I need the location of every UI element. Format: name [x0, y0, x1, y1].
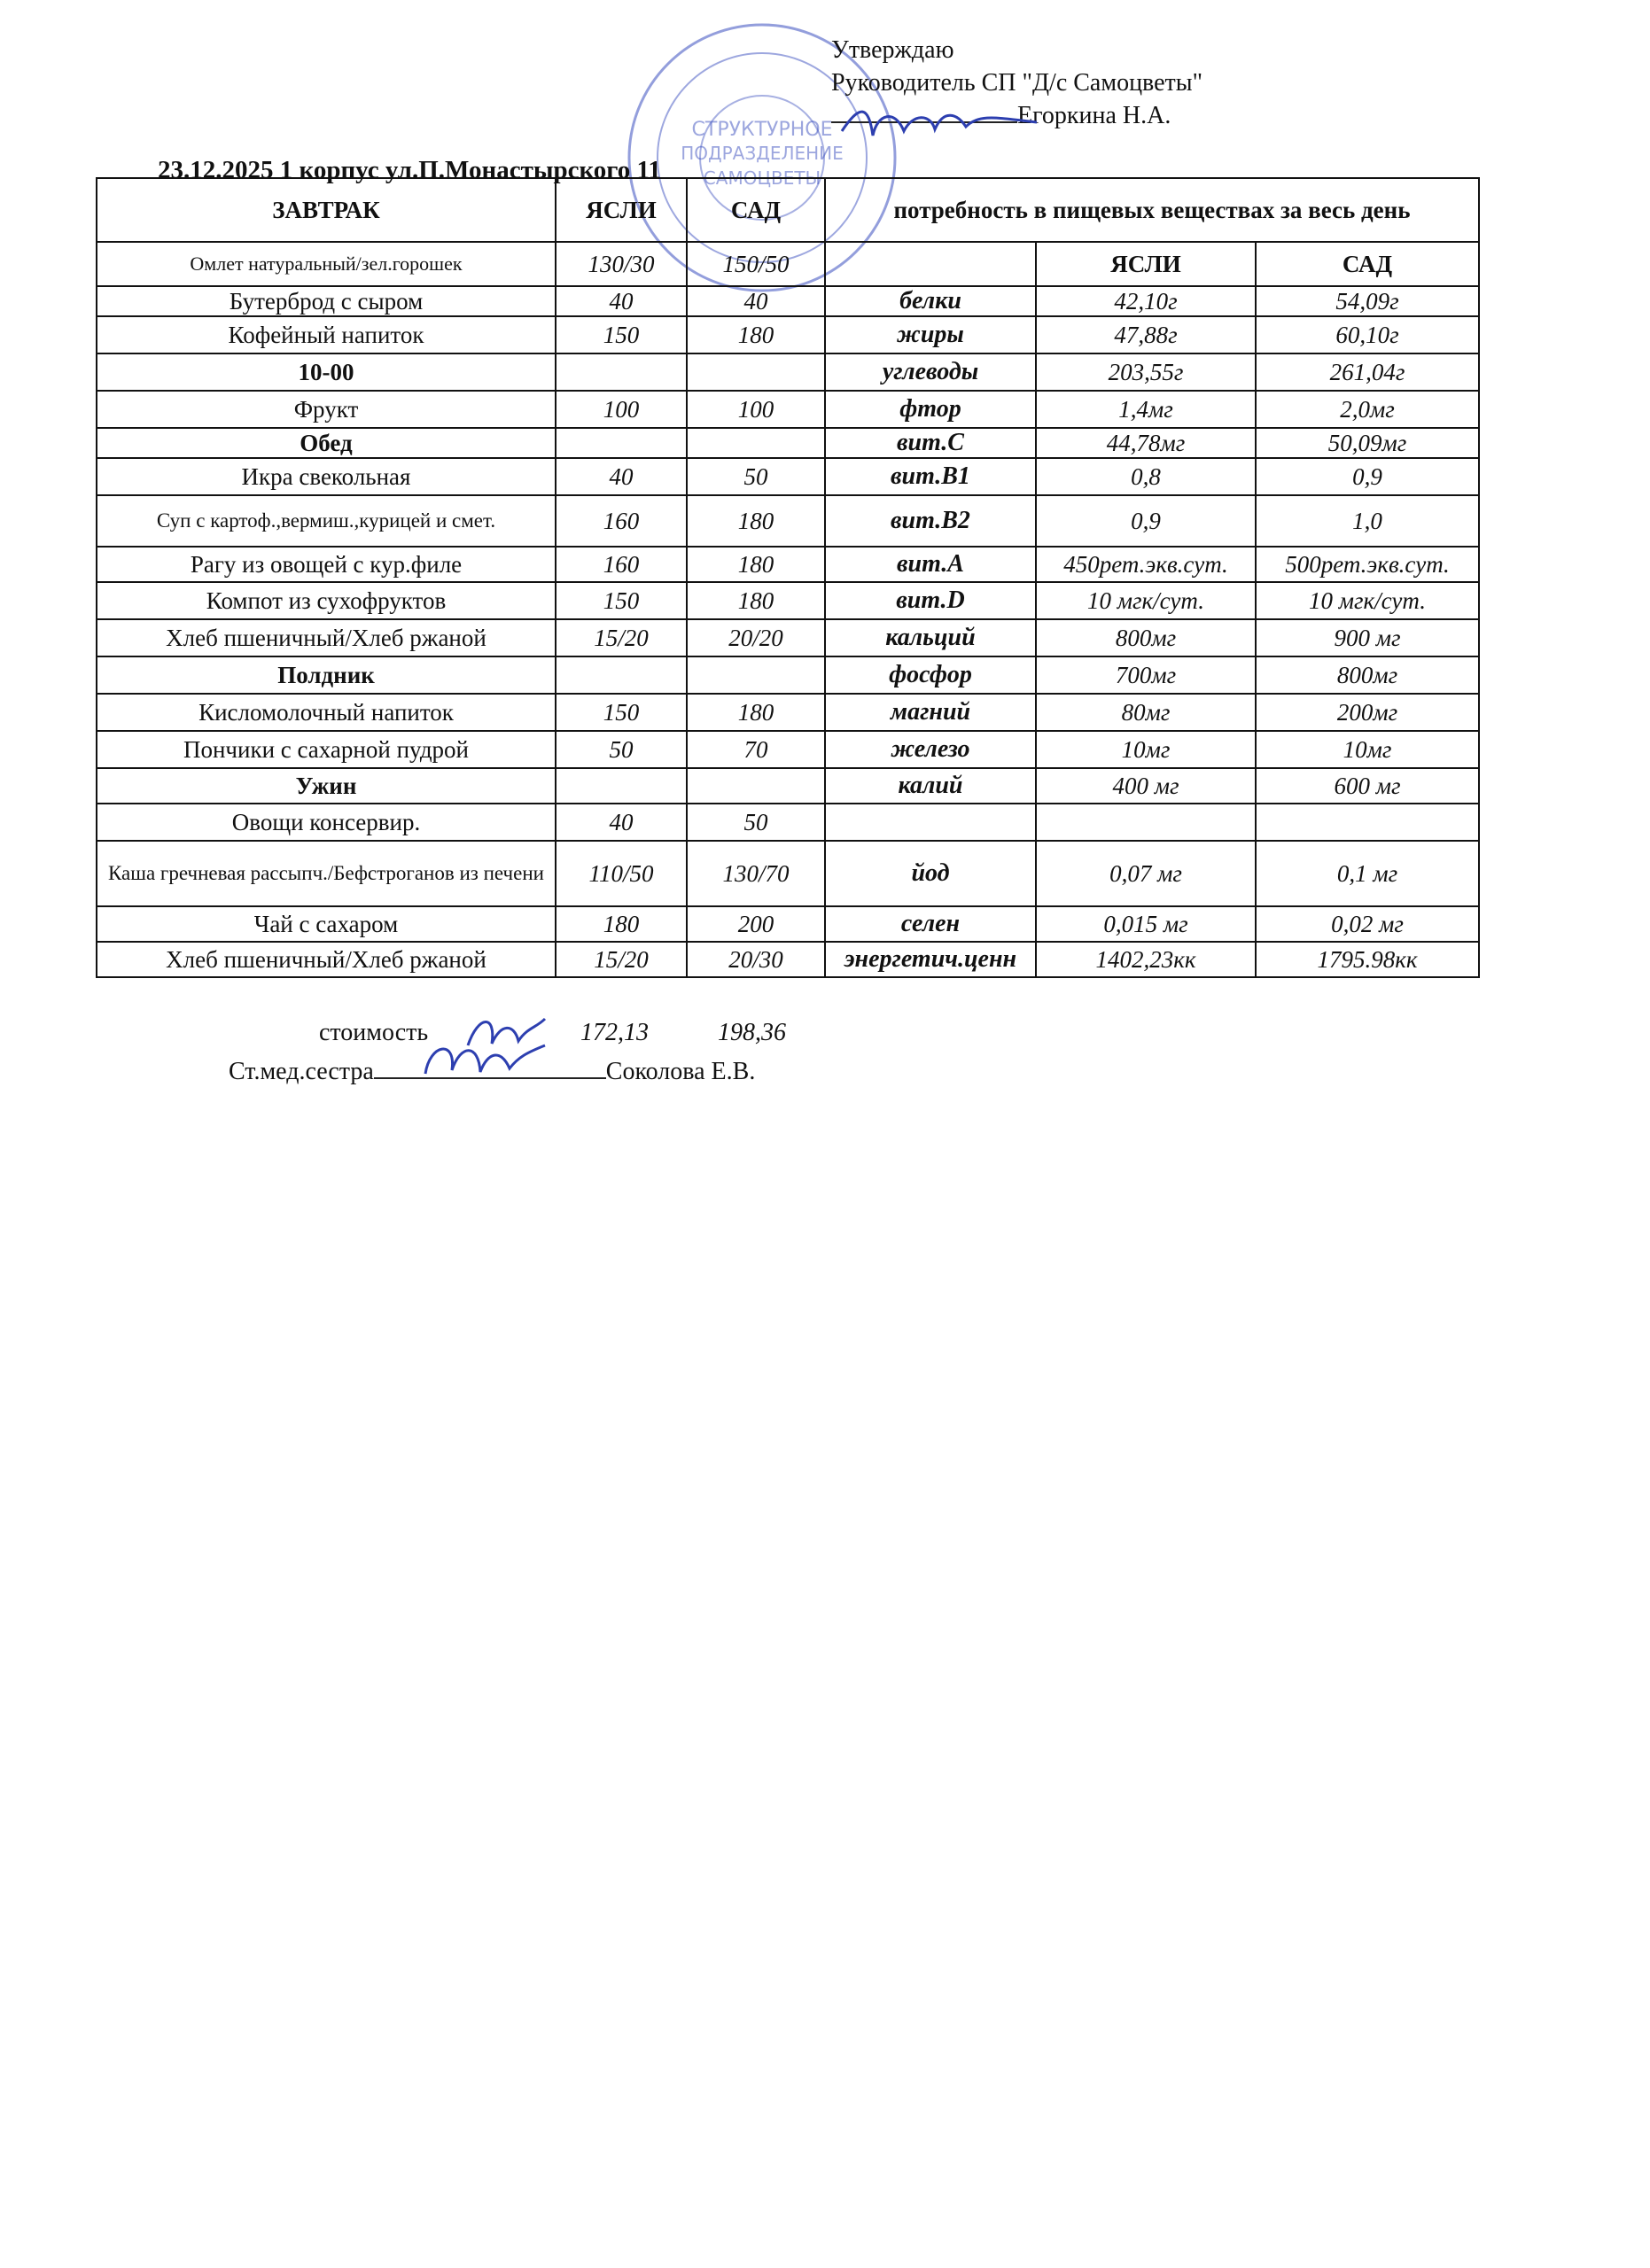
cell-nutrient-sad: 800мг — [1256, 656, 1479, 694]
cell-sad-portion: 70 — [687, 731, 825, 768]
cell-nutrient-yasli: 1402,23кк — [1036, 942, 1256, 977]
cell-dish: Чай с сахаром — [97, 906, 556, 942]
table-row — [97, 547, 1479, 582]
cell-nutrient-sad: 200мг — [1256, 694, 1479, 731]
cell-nutrient-sad: 1795.98кк — [1256, 942, 1479, 977]
cell-nutrient-yasli: 0,015 мг — [1036, 906, 1256, 942]
cell-nutrient-yasli: 0,07 мг — [1036, 841, 1256, 906]
director-name: Егоркина Н.А. — [1017, 102, 1171, 129]
cell-nutrient-yasli: 400 мг — [1036, 768, 1256, 804]
cell-sad-portion — [687, 353, 825, 391]
cell-nutrient-sad: 261,04г — [1256, 353, 1479, 391]
cell-yasli-portion — [556, 768, 687, 804]
menu-heading: 23.12.2025 1 корпус ул.П.Монастырского 11 — [158, 156, 661, 184]
cell-nutrient: селен — [825, 906, 1036, 942]
cell-nutrient: кальций — [825, 619, 1036, 656]
cost-sad: 198,36 — [718, 1019, 786, 1046]
cell-dish: Рагу из овощей с кур.филе — [97, 547, 556, 582]
cell-yasli-portion: 180 — [556, 906, 687, 942]
table-row — [97, 731, 1479, 768]
cell-yasli-portion: 160 — [556, 495, 687, 547]
cell-nutrient: вит.А — [825, 547, 1036, 582]
nurse-label: Ст.мед.сестра — [229, 1058, 374, 1085]
cell-yasli-portion — [556, 656, 687, 694]
cell-nutrient: йод — [825, 841, 1036, 906]
cell-nutrient-yasli: 450рет.экв.сут. — [1036, 547, 1256, 582]
approval-line-1: Утверждаю — [831, 36, 954, 64]
cell-dish: Каша гречневая рассыпч./Бефстроганов из печени — [97, 841, 556, 906]
cell-sad-portion: 50 — [687, 458, 825, 495]
cell-nutrient: фтор — [825, 391, 1036, 428]
subheader-sad-col: САД — [1256, 242, 1479, 286]
cell-yasli-portion: 40 — [556, 286, 687, 316]
cell-nutrient-yasli: 1,4мг — [1036, 391, 1256, 428]
menu-table — [96, 177, 1480, 978]
table-row — [97, 316, 1479, 353]
table-row — [97, 428, 1479, 458]
cell-sad-portion: 50 — [687, 804, 825, 841]
table-subheader-row — [97, 242, 1479, 286]
cell-dish: Бутерброд с сыром — [97, 286, 556, 316]
cell-sad-portion: 200 — [687, 906, 825, 942]
cell-sad-portion: 180 — [687, 495, 825, 547]
cell-nutrient: вит.С — [825, 428, 1036, 458]
cell-yasli-portion: 150 — [556, 316, 687, 353]
cell-sad-portion — [687, 768, 825, 804]
cell-sad-portion: 20/30 — [687, 942, 825, 977]
table-header-row — [97, 178, 1479, 242]
cell-sad-portion: 180 — [687, 582, 825, 619]
approval-line-2: Руководитель СП "Д/с Самоцветы" — [831, 69, 1203, 97]
cell-nutrient-sad: 2,0мг — [1256, 391, 1479, 428]
cell-nutrient-sad: 54,09г — [1256, 286, 1479, 316]
table-row — [97, 286, 1479, 316]
cell-nutrient: магний — [825, 694, 1036, 731]
nurse-signature-icon — [416, 1035, 549, 1083]
subheader-dish: Омлет натуральный/зел.горошек — [97, 242, 556, 286]
cell-nutrient: железо — [825, 731, 1036, 768]
svg-text:ПОДРАЗДЕЛЕНИЕ: ПОДРАЗДЕЛЕНИЕ — [681, 143, 844, 164]
cell-nutrient: вит.D — [825, 582, 1036, 619]
cell-dish: Пончики с сахарной пудрой — [97, 731, 556, 768]
header-needs: потребность в пищевых веществах за весь день — [825, 178, 1479, 242]
cell-nutrient-sad: 0,02 мг — [1256, 906, 1479, 942]
cell-sad-portion: 40 — [687, 286, 825, 316]
cell-nutrient-yasli — [1036, 804, 1256, 841]
cell-nutrient: вит.В1 — [825, 458, 1036, 495]
cell-nutrient-yasli: 10 мгк/сут. — [1036, 582, 1256, 619]
table-row — [97, 582, 1479, 619]
cell-sad-portion — [687, 656, 825, 694]
svg-text:СТРУКТУРНОЕ: СТРУКТУРНОЕ — [691, 119, 833, 141]
subheader-empty — [825, 242, 1036, 286]
cell-dish: Икра свекольная — [97, 458, 556, 495]
cell-nutrient-sad: 900 мг — [1256, 619, 1479, 656]
table-row — [97, 353, 1479, 391]
table-row — [97, 768, 1479, 804]
cell-yasli-portion: 40 — [556, 458, 687, 495]
cell-yasli-portion: 15/20 — [556, 942, 687, 977]
cell-sad-portion: 130/70 — [687, 841, 825, 906]
cell-nutrient: углеводы — [825, 353, 1036, 391]
header-meal: ЗАВТРАК — [97, 178, 556, 242]
cell-dish: Овощи консервир. — [97, 804, 556, 841]
cell-nutrient — [825, 804, 1036, 841]
table-row — [97, 804, 1479, 841]
cell-sad-portion: 180 — [687, 547, 825, 582]
cell-dish: Кофейный напиток — [97, 316, 556, 353]
cell-nutrient-sad: 500рет.экв.сут. — [1256, 547, 1479, 582]
cell-dish: Компот из сухофруктов — [97, 582, 556, 619]
cell-nutrient-sad: 600 мг — [1256, 768, 1479, 804]
director-signature-icon — [833, 96, 1046, 149]
table-row — [97, 495, 1479, 547]
cell-yasli-portion — [556, 428, 687, 458]
cell-dish: Ужин — [97, 768, 556, 804]
cost-yasli: 172,13 — [580, 1019, 649, 1046]
cell-dish: Хлеб пшеничный/Хлеб ржаной — [97, 942, 556, 977]
cell-nutrient-sad: 0,9 — [1256, 458, 1479, 495]
cell-dish: Кисломолочный напиток — [97, 694, 556, 731]
cell-dish: Обед — [97, 428, 556, 458]
cell-nutrient: белки — [825, 286, 1036, 316]
table-row — [97, 458, 1479, 495]
svg-text:САМОЦВЕТЫ: САМОЦВЕТЫ — [703, 167, 821, 189]
cell-nutrient-yasli: 42,10г — [1036, 286, 1256, 316]
cell-nutrient: энергетич.ценн — [825, 942, 1036, 977]
cell-dish: Суп с картоф.,вермиш.,курицей и смет. — [97, 495, 556, 547]
nurse-name: Соколова Е.В. — [605, 1058, 756, 1085]
cell-dish: Полдник — [97, 656, 556, 694]
table-row — [97, 391, 1479, 428]
cell-nutrient-sad: 0,1 мг — [1256, 841, 1479, 906]
cell-yasli-portion: 50 — [556, 731, 687, 768]
cell-nutrient-yasli: 10мг — [1036, 731, 1256, 768]
table-row — [97, 942, 1479, 977]
cell-dish: Фрукт — [97, 391, 556, 428]
cell-nutrient-sad: 10 мгк/сут. — [1256, 582, 1479, 619]
cell-nutrient: фосфор — [825, 656, 1036, 694]
table-row — [97, 694, 1479, 731]
cell-yasli-portion: 150 — [556, 582, 687, 619]
cell-nutrient-sad: 10мг — [1256, 731, 1479, 768]
cell-nutrient: вит.В2 — [825, 495, 1036, 547]
subheader-yasli-col: ЯСЛИ — [1036, 242, 1256, 286]
header-sad: САД — [687, 178, 825, 242]
cell-yasli-portion: 110/50 — [556, 841, 687, 906]
table-row — [97, 619, 1479, 656]
cell-nutrient-yasli: 47,88г — [1036, 316, 1256, 353]
cell-nutrient-yasli: 700мг — [1036, 656, 1256, 694]
cell-sad-portion: 100 — [687, 391, 825, 428]
header-yasli: ЯСЛИ — [556, 178, 687, 242]
cell-nutrient-yasli: 80мг — [1036, 694, 1256, 731]
cell-yasli-portion: 150 — [556, 694, 687, 731]
cell-sad-portion: 20/20 — [687, 619, 825, 656]
cost-label: стоимость — [319, 1019, 429, 1046]
cell-nutrient-yasli: 203,55г — [1036, 353, 1256, 391]
subheader-yasli-portion: 130/30 — [556, 242, 687, 286]
cell-nutrient-sad: 50,09мг — [1256, 428, 1479, 458]
table-row — [97, 656, 1479, 694]
cell-sad-portion: 180 — [687, 694, 825, 731]
cell-dish: 10-00 — [97, 353, 556, 391]
cell-yasli-portion: 100 — [556, 391, 687, 428]
cell-dish: Хлеб пшеничный/Хлеб ржаной — [97, 619, 556, 656]
cell-sad-portion: 180 — [687, 316, 825, 353]
cell-nutrient: жиры — [825, 316, 1036, 353]
cell-yasli-portion: 40 — [556, 804, 687, 841]
cell-nutrient-yasli: 800мг — [1036, 619, 1256, 656]
subheader-sad-portion: 150/50 — [687, 242, 825, 286]
cell-yasli-portion: 160 — [556, 547, 687, 582]
cell-nutrient-sad — [1256, 804, 1479, 841]
cell-nutrient-yasli: 0,8 — [1036, 458, 1256, 495]
cell-nutrient-yasli: 0,9 — [1036, 495, 1256, 547]
cell-nutrient-yasli: 44,78мг — [1036, 428, 1256, 458]
table-row — [97, 906, 1479, 942]
cell-yasli-portion — [556, 353, 687, 391]
cell-nutrient: калий — [825, 768, 1036, 804]
cell-yasli-portion: 15/20 — [556, 619, 687, 656]
cell-nutrient-sad: 60,10г — [1256, 316, 1479, 353]
cell-nutrient-sad: 1,0 — [1256, 495, 1479, 547]
cell-sad-portion — [687, 428, 825, 458]
table-row — [97, 841, 1479, 906]
